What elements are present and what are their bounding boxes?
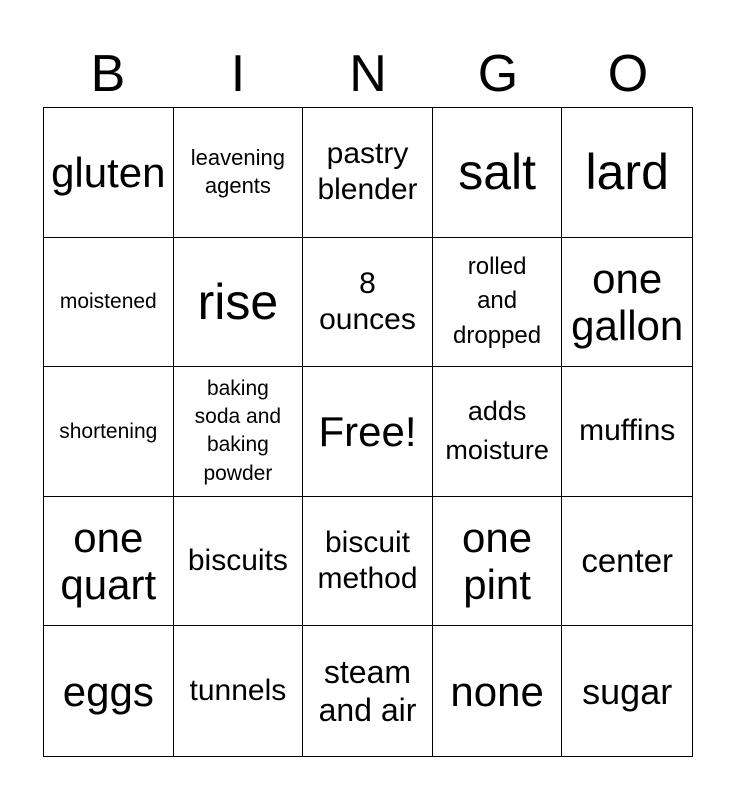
- bingo-cell[interactable]: [433, 367, 563, 497]
- bingo-cell[interactable]: [44, 238, 174, 368]
- bingo-cell[interactable]: [44, 108, 174, 238]
- bingo-cell[interactable]: [44, 497, 174, 627]
- cell-text: biscuit method: [317, 526, 418, 596]
- cell-text: adds moisture: [445, 396, 549, 466]
- bingo-cell[interactable]: [174, 238, 304, 368]
- bingo-cell[interactable]: [303, 238, 433, 368]
- cell-text: rolled and dropped: [453, 252, 542, 350]
- cell-text: tunnels: [189, 674, 287, 708]
- bingo-cell[interactable]: [562, 626, 692, 756]
- header-letter-n: N: [349, 45, 387, 103]
- bingo-cell[interactable]: [433, 238, 563, 368]
- bingo-cell[interactable]: [174, 497, 304, 627]
- cell-text: moistened: [59, 290, 157, 314]
- bingo-cell[interactable]: [303, 626, 433, 756]
- bingo-cell[interactable]: [433, 108, 563, 238]
- bingo-cell[interactable]: [174, 108, 304, 238]
- cell-text: 8 ounces: [319, 266, 416, 336]
- cell-text: rise: [197, 273, 279, 330]
- bingo-cell[interactable]: [562, 367, 692, 497]
- cell-text: leavening agents: [190, 144, 285, 199]
- bingo-cell[interactable]: [433, 626, 563, 756]
- free-space[interactable]: [303, 367, 433, 497]
- header-letter-b: B: [90, 45, 126, 103]
- cell-text: one quart: [60, 514, 157, 609]
- bingo-cell[interactable]: [174, 367, 304, 497]
- cell-text: gluten: [51, 148, 166, 196]
- header-letter-o: O: [607, 45, 649, 103]
- cell-text: eggs: [62, 667, 154, 715]
- cell-text: baking soda and baking powder: [194, 376, 282, 485]
- bingo-cell[interactable]: [44, 367, 174, 497]
- cell-text: steam and air: [318, 653, 417, 729]
- cell-text: salt: [458, 144, 536, 201]
- bingo-card: [43, 107, 693, 757]
- bingo-cell[interactable]: [303, 108, 433, 238]
- header-letter-i: I: [230, 45, 246, 103]
- bingo-cell[interactable]: [562, 238, 692, 368]
- cell-text: biscuits: [187, 544, 288, 578]
- cell-text: none: [450, 667, 544, 715]
- cell-text: center: [581, 542, 674, 580]
- bingo-cell[interactable]: [562, 108, 692, 238]
- cell-text: lard: [585, 144, 669, 201]
- bingo-header: [43, 40, 693, 108]
- cell-text: muffins: [579, 414, 676, 448]
- cell-text: sugar: [582, 670, 673, 712]
- cell-text: pastry blender: [317, 137, 418, 207]
- cell-text: shortening: [59, 419, 158, 443]
- cell-text: one pint: [462, 514, 533, 609]
- header-letter-g: G: [477, 45, 519, 103]
- cell-text: Free!: [318, 407, 417, 455]
- bingo-cell[interactable]: [433, 497, 563, 627]
- bingo-cell[interactable]: [174, 626, 304, 756]
- bingo-cell[interactable]: [562, 497, 692, 627]
- bingo-cell[interactable]: [44, 626, 174, 756]
- cell-text: one gallon: [571, 254, 684, 349]
- bingo-cell[interactable]: [303, 497, 433, 627]
